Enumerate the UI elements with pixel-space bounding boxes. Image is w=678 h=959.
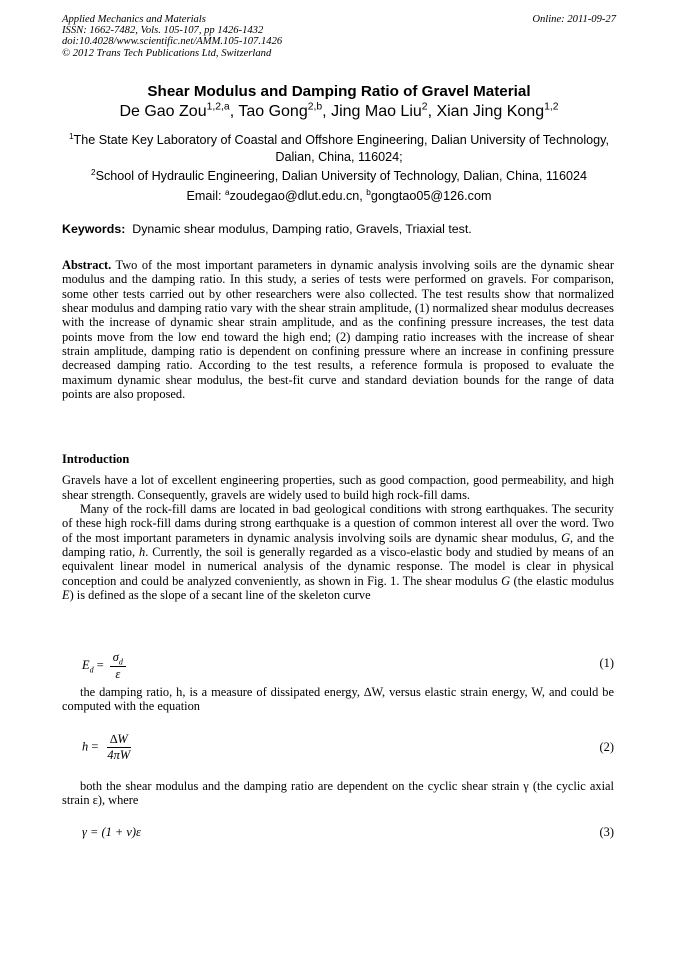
paragraph [62,502,614,602]
eq-den: ε [115,667,121,682]
eq-sub: d [89,665,94,675]
affiliation-1 [40,132,638,166]
aff-sup: 1 [68,131,74,141]
section-heading: Introduction [62,452,130,466]
eq-sub: d [118,657,123,667]
author: De Gao Zou [119,103,207,120]
email-sup: b [366,187,371,197]
author-list: De Gao Zou$^{1,2,a}$, Tao Gong$^{2,b}$, Jing Mao Liu$^2$, Xian Jing Kong$^{1,2}$ [119,101,559,120]
equation-2: h = $\frac{\Delta W}{4\pi W}$ [82,732,133,763]
author: Xian Jing Kong [436,103,545,120]
symbol: G [501,573,511,588]
abstract [62,258,614,401]
abstract-text: Two of the most important parameters in dynamic analysis involving soils are the dynamic shear modulus and the damping ratio. In this study, a series of tests were performed on gravels. For comparison, some other tests carried out by other researchers were also collected. The test results show that normalized shear modulus and damping ratio vary with the shear strain amplitude, (1) normalized shear modulus decreases with the increase of dynamic shear strain amplitude, and as the confining pressure increases, the test data points move from the low end toward the high end; (2) damping ratio increases with the increase of shear strain amplitude, damping ratio is dependent on confining pressure where an increase in confining pressure decreased damping ratio. According to the test results, a reference formula is proposed to evaluate the maximum dynamic shear modulus, the best-fit curve and standard deviation bounds for the range of data points are also proposed. [62,258,614,402]
eq-lhs: E [82,658,90,673]
author-sup: 2 [421,101,428,113]
aff-line: Dalian, China, 116024; [275,150,403,164]
aff-line: School of Hydraulic Engineering, Dalian University of Technology, Dalian, China, 116024 [95,169,587,183]
author: Tao Gong [238,103,308,120]
email-sup: a [225,187,230,197]
aff-sup: 2 [91,167,96,177]
email-b[interactable]: gongtao05@126.com [370,189,492,203]
symbol: E [62,588,70,603]
eq-num: σ [112,650,119,664]
journal-header [62,14,282,59]
text: (the elastic modulus [510,573,614,588]
keywords-text: Dynamic shear modulus, Damping ratio, Gravels, Triaxial test. [132,222,472,236]
paragraph: Gravels have a lot of excellent engineering properties, such as good compaction, good permeability, and high shear strength. Consequently, gravels are widely used to build high rock-fill dams. [62,473,614,502]
author-sup: 1,2,a [206,101,230,113]
paragraph: the damping ratio, h, is a measure of dissipated energy, ∆W, versus elastic strain energy, W, and could be computed with the equation [62,685,614,714]
author: Jing Mao Liu [331,103,422,120]
equation-number: (1) [599,656,614,670]
text: ) is defined as the slope of a secant line of the skeleton curve [69,588,371,603]
email-label: Email: [186,189,225,203]
introduction [62,452,614,602]
symbol: G [561,530,571,545]
eq-den: 4πW [107,748,131,762]
author-sup: 2,b [307,101,323,113]
paragraph: both the shear modulus and the damping ratio are dependent on the cyclic shear strain γ (the cyclic axial strain ε), where [62,779,614,808]
equation-number: (3) [599,825,614,839]
abstract-label: Abstract. [62,258,112,272]
email-line [40,188,638,205]
text: , and the damping ratio, [62,530,615,560]
aff-line: The State Key Laboratory of Coastal and Offshore Engineering, Dalian University of Technology, [73,133,610,147]
doi-link[interactable]: doi:10.4028/www.scientific.net/AMM.105-107.1426 [62,36,283,48]
text: . Currently, the soil is generally regarded as a visco-elastic body and studied by means of an equivalent linear model in numerical analysis of the dynamic response. The model is clear in physical conception and could be analyzed conveniently, as shown in Fig. 1. The shear modulus [62,545,614,588]
copyright: © 2012 Trans Tech Publications Ltd, Switzerland [62,47,272,59]
fraction [104,732,133,763]
keywords [62,222,472,236]
equation-number: (2) [599,740,614,754]
affiliation-2 [40,168,638,185]
symbol: h [139,545,146,560]
equation-3: γ = (1 + ν)ε [82,825,141,839]
equation-1: $E_d$ = $\frac{\sigma_d}{\varepsilon}$ [82,650,126,682]
eq-num: ∆W [107,732,131,748]
text: Many of the rock-fill dams are located in bad geological conditions with strong earthquakes. The security of these high rock-fill dams during strong earthquake is a question of common interest all over the word. Two of the most important parameters in dynamic analysis involving soils are dynamic shear modulus, [62,502,614,545]
author-sup: 1,2 [544,101,559,113]
online-date: Online: 2011-09-27 [532,14,616,25]
email-a[interactable]: zoudegao@dlut.edu.cn, [229,189,367,203]
fraction [110,650,126,682]
keywords-label: Keywords: [62,222,126,236]
journal-name: Applied Mechanics and Materials [62,14,206,25]
eq-lhs: h [82,739,89,754]
issn: ISSN: 1662-7482, Vols. 105-107, pp 1426-1432 [62,25,264,37]
paper-title: Shear Modulus and Damping Ratio of Gravel Material [147,83,531,100]
